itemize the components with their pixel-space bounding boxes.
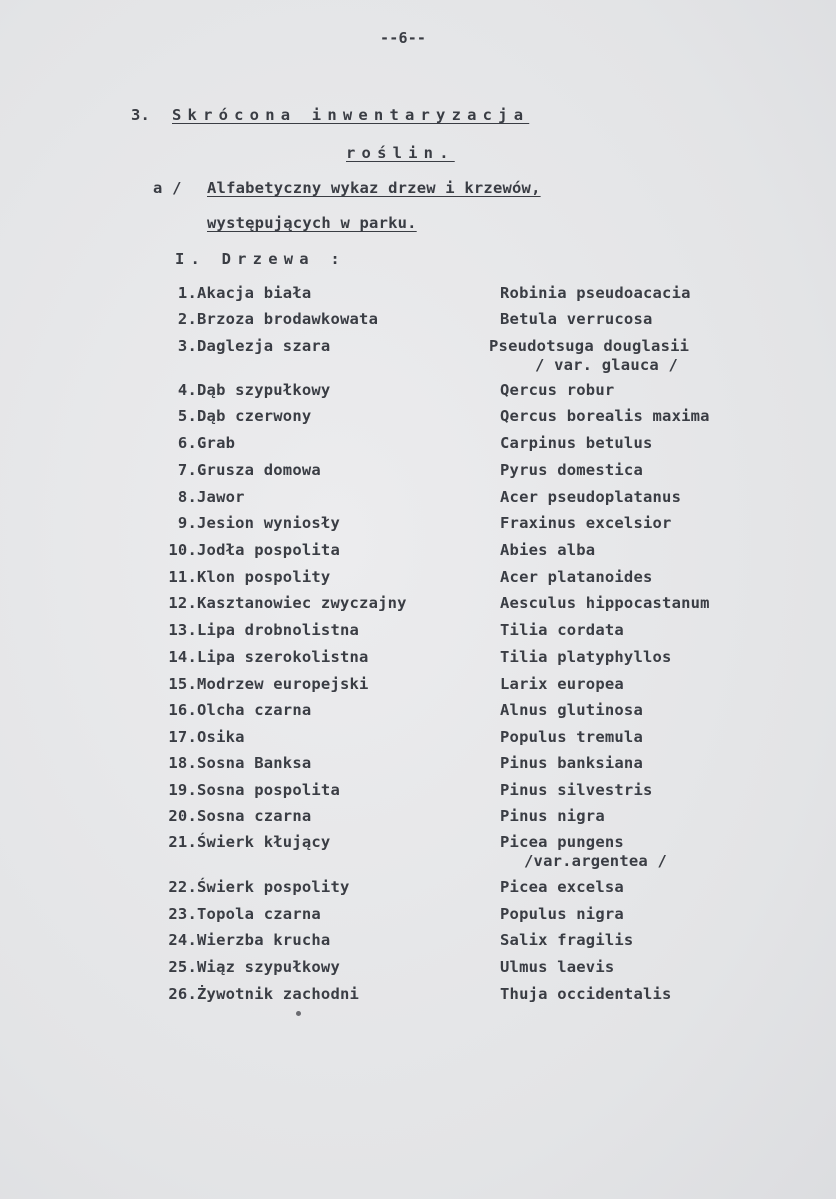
ink-dot-mark	[296, 1011, 301, 1016]
tree-row	[0, 905, 836, 931]
polish-name	[164, 381, 484, 399]
tree-row	[0, 488, 836, 514]
subsection-letter: a /	[153, 179, 182, 197]
latin-name: Acer pseudoplatanus	[500, 488, 682, 506]
tree-row	[0, 284, 836, 310]
tree-row	[0, 434, 836, 460]
latin-name: Pinus silvestris	[500, 781, 653, 799]
polish-name	[164, 461, 484, 479]
polish-name	[164, 958, 484, 976]
tree-row	[0, 878, 836, 904]
item-number: 23.	[168, 905, 197, 923]
polish-name-text: Osika	[197, 728, 245, 746]
polish-name	[164, 488, 484, 506]
latin-name: Ulmus laevis	[500, 958, 615, 976]
latin-variety: /var.argentea /	[524, 852, 667, 870]
polish-name	[164, 407, 484, 425]
latin-variety: / var. glauca /	[535, 356, 678, 374]
tree-row	[0, 754, 836, 780]
polish-name-text: Lipa szerokolistna	[197, 648, 369, 666]
tree-row	[0, 541, 836, 567]
item-number: 5.	[177, 407, 197, 425]
latin-name: Thuja occidentalis	[500, 985, 672, 1003]
item-number: 14.	[168, 648, 197, 666]
page-number: --6--	[380, 29, 427, 47]
tree-row	[0, 381, 836, 407]
polish-name-text: Kasztanowiec zwyczajny	[197, 594, 407, 612]
polish-name	[164, 728, 484, 746]
tree-row	[0, 568, 836, 594]
polish-name-text: Modrzew europejski	[197, 675, 369, 693]
item-number: 24.	[168, 931, 197, 949]
latin-name: Salix fragilis	[500, 931, 634, 949]
polish-name-text: Jesion wyniosły	[197, 514, 340, 532]
item-number: 3.	[177, 337, 197, 355]
item-number: 20.	[168, 807, 197, 825]
polish-name-text: Daglezja szara	[197, 337, 331, 355]
polish-name	[164, 594, 484, 612]
tree-row	[0, 675, 836, 701]
latin-name: Aesculus hippocastanum	[500, 594, 710, 612]
tree-row	[0, 833, 836, 870]
tree-row	[0, 807, 836, 833]
latin-name: Tilia platyphyllos	[500, 648, 672, 666]
polish-name	[164, 675, 484, 693]
tree-row	[0, 514, 836, 540]
polish-name-text: Wierzba krucha	[197, 931, 331, 949]
item-number: 12.	[168, 594, 197, 612]
item-number: 26.	[168, 985, 197, 1003]
polish-name	[164, 648, 484, 666]
tree-row	[0, 594, 836, 620]
latin-name: Pinus banksiana	[500, 754, 643, 772]
tree-row	[0, 931, 836, 957]
polish-name-text: Grab	[197, 434, 236, 452]
latin-name: Larix europea	[500, 675, 624, 693]
group-heading: I. Drzewa :	[175, 250, 346, 268]
polish-name	[164, 701, 484, 719]
item-number: 1.	[177, 284, 197, 302]
polish-name	[164, 514, 484, 532]
polish-name	[164, 833, 484, 851]
polish-name-text: Akacja biała	[197, 284, 312, 302]
polish-name	[164, 568, 484, 586]
item-number: 22.	[168, 878, 197, 896]
latin-name: Qercus robur	[500, 381, 615, 399]
polish-name-text: Żywotnik zachodni	[197, 985, 360, 1003]
item-number: 18.	[168, 754, 197, 772]
polish-name-text: Sosna Banksa	[197, 754, 312, 772]
polish-name-text: Olcha czarna	[197, 701, 312, 719]
latin-name: Fraxinus excelsior	[500, 514, 672, 532]
section-number: 3.	[131, 106, 151, 124]
item-number: 2.	[177, 310, 197, 328]
polish-name	[164, 754, 484, 772]
latin-name: Populus nigra	[500, 905, 624, 923]
item-number: 19.	[168, 781, 197, 799]
polish-name	[164, 931, 484, 949]
polish-name-text: Świerk kłujący	[197, 833, 331, 851]
subsection-title-line1: Alfabetyczny wykaz drzew i krzewów,	[207, 179, 541, 197]
latin-name: Pseudotsuga douglasii	[489, 337, 690, 355]
item-number: 8.	[177, 488, 197, 506]
polish-name-text: Dąb czerwony	[197, 407, 312, 425]
polish-name	[164, 807, 484, 825]
item-number: 4.	[177, 381, 197, 399]
polish-name-text: Klon pospolity	[197, 568, 331, 586]
polish-name	[164, 878, 484, 896]
latin-name: Robinia pseudoacacia	[500, 284, 691, 302]
tree-row	[0, 310, 836, 336]
item-number: 11.	[168, 568, 197, 586]
polish-name-text: Brzoza brodawkowata	[197, 310, 379, 328]
polish-name	[164, 284, 484, 302]
tree-row	[0, 337, 836, 374]
polish-name	[164, 337, 484, 355]
latin-name: Betula verrucosa	[500, 310, 653, 328]
tree-row	[0, 648, 836, 674]
polish-name-text: Jawor	[197, 488, 245, 506]
item-number: 7.	[177, 461, 197, 479]
tree-row	[0, 621, 836, 647]
latin-name: Alnus glutinosa	[500, 701, 643, 719]
latin-name: Pyrus domestica	[500, 461, 643, 479]
subsection-title-line2: występujących w parku.	[207, 214, 417, 232]
polish-name	[164, 621, 484, 639]
polish-name-text: Jodła pospolita	[197, 541, 340, 559]
item-number: 9.	[177, 514, 197, 532]
latin-name: Picea excelsa	[500, 878, 624, 896]
item-number: 25.	[168, 958, 197, 976]
latin-name: Carpinus betulus	[500, 434, 653, 452]
tree-row	[0, 958, 836, 984]
polish-name-text: Dąb szypułkowy	[197, 381, 331, 399]
polish-name-text: Lipa drobnolistna	[197, 621, 360, 639]
polish-name-text: Świerk pospolity	[197, 878, 350, 896]
item-number: 13.	[168, 621, 197, 639]
polish-name	[164, 985, 484, 1003]
tree-row	[0, 781, 836, 807]
item-number: 6.	[177, 434, 197, 452]
polish-name-text: Sosna czarna	[197, 807, 312, 825]
item-number: 16.	[168, 701, 197, 719]
polish-name-text: Grusza domowa	[197, 461, 321, 479]
latin-name: Qercus borealis maxima	[500, 407, 710, 425]
polish-name	[164, 541, 484, 559]
latin-name: Populus tremula	[500, 728, 643, 746]
tree-row	[0, 461, 836, 487]
polish-name	[164, 310, 484, 328]
tree-row	[0, 728, 836, 754]
polish-name	[164, 434, 484, 452]
latin-name: Picea pungens	[500, 833, 624, 851]
item-number: 10.	[168, 541, 197, 559]
item-number: 21.	[168, 833, 197, 851]
section-title-line1: Skrócona inwentaryzacja	[172, 106, 530, 124]
latin-name: Pinus nigra	[500, 807, 605, 825]
polish-name	[164, 905, 484, 923]
latin-name: Tilia cordata	[500, 621, 624, 639]
section-title-line2: roślin.	[346, 144, 455, 162]
tree-row	[0, 985, 836, 1011]
tree-row	[0, 701, 836, 727]
polish-name-text: Sosna pospolita	[197, 781, 340, 799]
item-number: 17.	[168, 728, 197, 746]
polish-name-text: Wiąz szypułkowy	[197, 958, 340, 976]
polish-name	[164, 781, 484, 799]
tree-row	[0, 407, 836, 433]
latin-name: Abies alba	[500, 541, 596, 559]
item-number: 15.	[168, 675, 197, 693]
polish-name-text: Topola czarna	[197, 905, 321, 923]
latin-name: Acer platanoides	[500, 568, 653, 586]
